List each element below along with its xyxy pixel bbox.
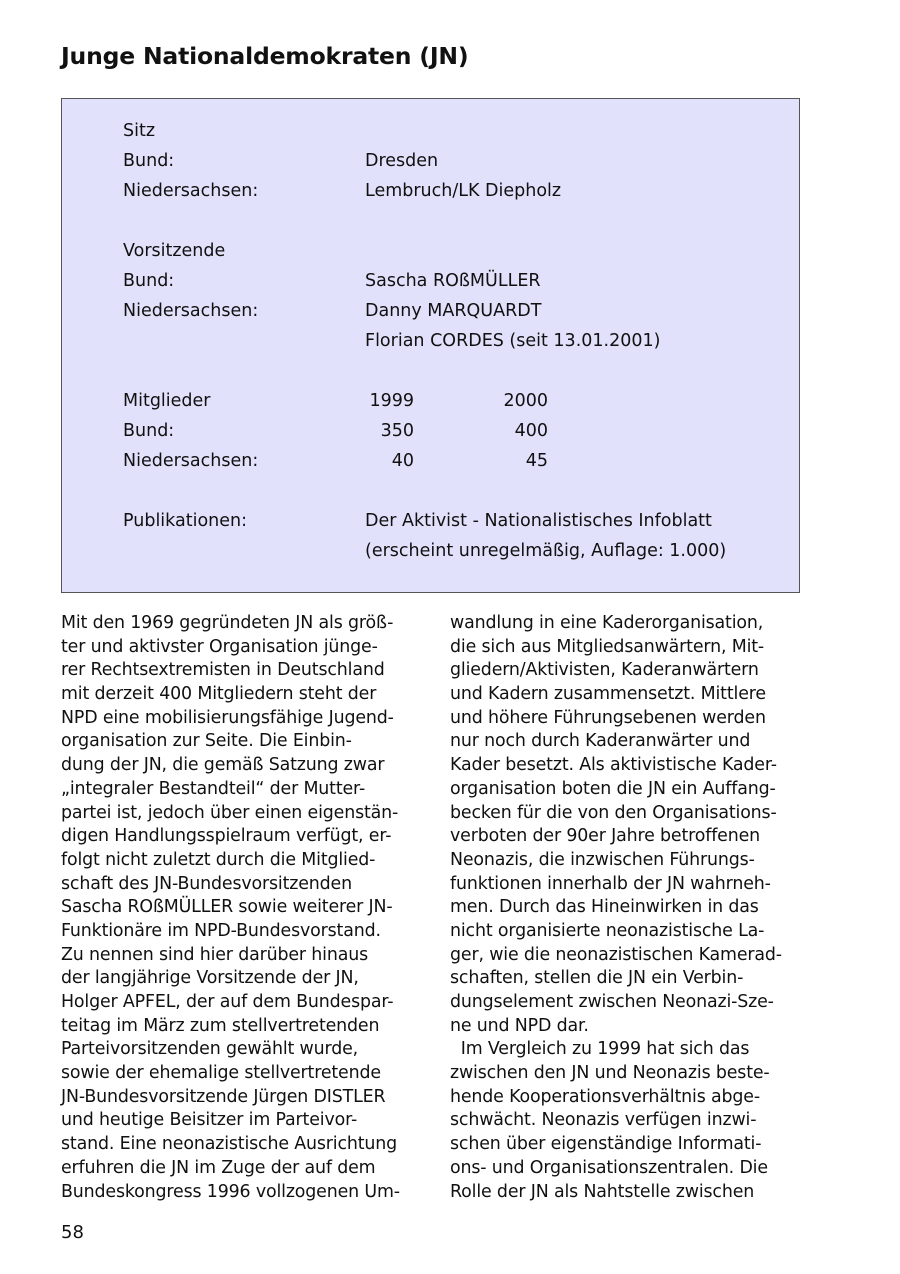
text-line: und Kadern zusammensetzt. Mittlere (450, 684, 766, 705)
text-line: ger, wie die neonazistischen Kamerad- (450, 944, 782, 965)
text-line: Kader besetzt. Als aktivistische Kader- (450, 755, 777, 776)
text-line: zwischen den JN und Neonazis beste- (450, 1063, 770, 1084)
mitglieder-niedersachsen-label: Niedersachsen: (123, 451, 259, 471)
publikationen-value-2: (erscheint unregelmäßig, Auflage: 1.000) (365, 541, 727, 561)
text-line: partei ist, jedoch über einen eigenstän- (61, 802, 399, 823)
vorsitzende-bund-value: Sascha ROßMÜLLER (365, 271, 541, 291)
text-line: Funktionäre im NPD-Bundesvorstand. (61, 920, 381, 941)
text-line: und höhere Führungsebenen werden (450, 707, 766, 728)
mitglieder-niedersachsen-2000: 45 (525, 451, 548, 471)
text-line: ons- und Organisationszentralen. Die (450, 1157, 768, 1178)
text-line: organisation boten die JN ein Auffang- (450, 778, 776, 799)
publikationen-label: Publikationen: (123, 511, 247, 531)
text-line: funktionen innerhalb der JN wahrneh- (450, 873, 771, 894)
text-line: becken für die von den Organisations- (450, 802, 777, 823)
mitglieder-bund-label: Bund: (123, 421, 175, 441)
vorsitzende-niedersachsen-label: Niedersachsen: (123, 301, 259, 321)
text-line: „integraler Bestandteil“ der Mutter- (61, 778, 366, 799)
mitglieder-year-2000: 2000 (503, 391, 548, 411)
vorsitzende-heading: Vorsitzende (123, 241, 226, 261)
mitglieder-bund-1999: 350 (380, 421, 414, 441)
page-number: 58 (61, 1222, 84, 1243)
text-line: schwächt. Neonazis verfügen inzwi- (450, 1110, 757, 1131)
text-line: Mit den 1969 gegründeten JN als größ- (61, 613, 394, 633)
text-line: Bundeskongress 1996 vollzogenen Um- (61, 1181, 400, 1202)
sitz-heading: Sitz (123, 121, 156, 141)
mitglieder-niedersachsen-1999: 40 (391, 451, 414, 471)
body-column-right (450, 612, 820, 1204)
text-line: folgt nicht zuletzt durch die Mitglied- (61, 849, 376, 870)
text-line: gliedern/Aktivisten, Kaderanwärtern (450, 660, 759, 681)
text-line: ter und aktivster Organisation jünge- (61, 636, 378, 657)
text-line: dung der JN, die gemäß Satzung zwar (61, 755, 385, 776)
mitglieder-bund-2000: 400 (514, 421, 548, 441)
text-line: JN-Bundesvorsitzende Jürgen DISTLER (61, 1086, 386, 1107)
text-line: digen Handlungsspielraum verfügt, er- (61, 826, 392, 847)
publikationen-value-1: Der Aktivist - Nationalistisches Infoblatt (365, 511, 712, 531)
text-line: wandlung in eine Kaderorganisation, (450, 613, 764, 633)
text-line: verboten der 90er Jahre betroffenen (450, 826, 761, 847)
text-line: nicht organisierte neonazistische La- (450, 920, 765, 941)
text-line: nur noch durch Kaderanwärter und (450, 731, 751, 752)
sitz-niedersachsen-label: Niedersachsen: (123, 181, 259, 201)
vorsitzende-niedersachsen-value-2: Florian CORDES (seit 13.01.2001) (365, 331, 661, 351)
text-line: Neonazis, die inzwischen Führungs- (450, 849, 755, 870)
text-line: schen über eigenständige Informati- (450, 1134, 762, 1155)
text-line: Holger APFEL, der auf dem Bundespar- (61, 992, 394, 1012)
mitglieder-heading: Mitglieder (123, 391, 211, 411)
mitglieder-year-1999: 1999 (369, 391, 414, 411)
text-line: Sascha ROßMÜLLER sowie weiterer JN- (61, 897, 393, 918)
text-line: organisation zur Seite. Die Einbin- (61, 731, 352, 752)
text-line: dungselement zwischen Neonazi-Sze- (450, 992, 774, 1012)
text-line: Im Vergleich zu 1999 hat sich das (450, 1039, 750, 1060)
text-line: Rolle der JN als Nahtstelle zwischen (450, 1181, 755, 1202)
text-line: rer Rechtsextremisten in Deutschland (61, 660, 385, 681)
text-line: stand. Eine neonazistische Ausrichtung (61, 1134, 398, 1155)
body-column-left (61, 612, 431, 1204)
text-line: hende Kooperationsverhältnis abge- (450, 1086, 760, 1107)
text-line: sowie der ehemalige stellvertretende (61, 1063, 381, 1084)
text-line: Parteivorsitzenden gewählt wurde, (61, 1039, 359, 1060)
page-title: Junge Nationaldemokraten (JN) (61, 42, 469, 70)
text-line: teitag im März zum stellvertretenden (61, 1015, 380, 1036)
sitz-bund-label: Bund: (123, 151, 175, 171)
text-line: schaft des JN-Bundesvorsitzenden (61, 873, 352, 894)
text-line: NPD eine mobilisierungsfähige Jugend- (61, 707, 394, 728)
text-line: mit derzeit 400 Mitgliedern steht der (61, 684, 377, 705)
sitz-bund-value: Dresden (365, 151, 439, 171)
text-line: schaften, stellen die JN ein Verbin- (450, 968, 744, 989)
info-box (61, 98, 800, 593)
text-line: der langjährige Vorsitzende der JN, (61, 968, 359, 989)
sitz-niedersachsen-value: Lembruch/LK Diepholz (365, 181, 562, 201)
text-line: die sich aus Mitgliedsanwärtern, Mit- (450, 636, 765, 657)
text-line: men. Durch das Hineinwirken in das (450, 897, 759, 918)
text-line: Zu nennen sind hier darüber hinaus (61, 944, 368, 965)
text-line: und heutige Beisitzer im Parteivor- (61, 1110, 358, 1131)
vorsitzende-niedersachsen-value-1: Danny MARQUARDT (365, 301, 542, 321)
vorsitzende-bund-label: Bund: (123, 271, 175, 291)
text-line: ne und NPD dar. (450, 1015, 589, 1036)
text-line: erfuhren die JN im Zuge der auf dem (61, 1157, 376, 1178)
